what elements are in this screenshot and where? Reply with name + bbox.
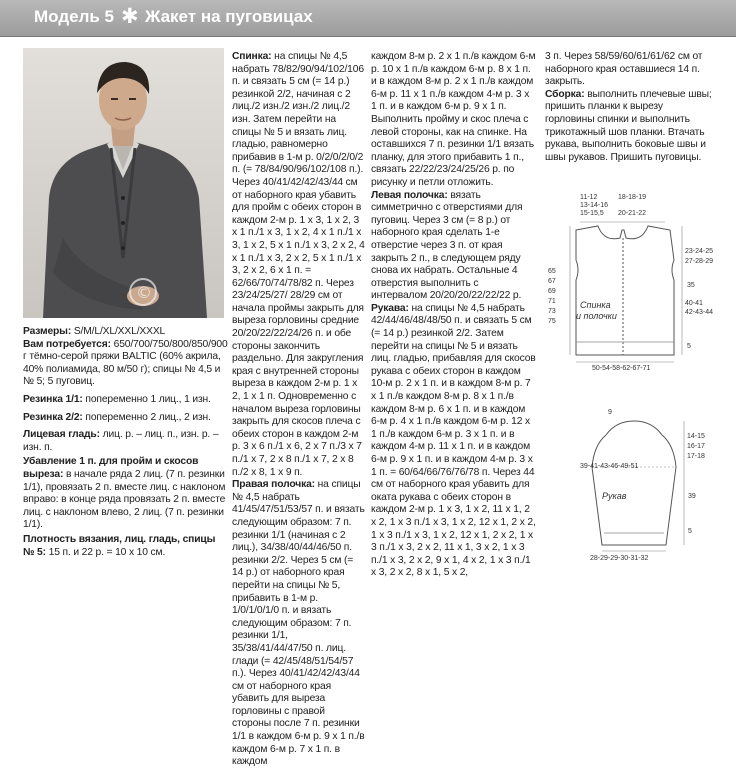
sleeve-paragraph xyxy=(371,303,536,580)
dim-top-2: 18-18-19 xyxy=(618,194,647,201)
dim-left-1: 65 xyxy=(548,268,556,275)
sizes-label: Размеры: xyxy=(23,326,72,337)
dim-right-5: 42-43-44 xyxy=(685,309,714,316)
dim-left-4: 71 xyxy=(548,298,556,305)
dim-bottom: 50-54-58-62-67-71 xyxy=(592,365,651,372)
back-text: на спицы № 4,5 набрать 78/82/90/94/102/106 п. и связать 5 см (= 14 р.) резинкой 2/2, начиная с 2 лиц./2 изн./2 изн./2 лиц./2 изн. Затем перейти на спицы № 5 и вязать лиц. гладью, равномерно прибавив в 1-м р. 0/2/0/2/0/2 п. (= 78/84/90/96/102/108 п.). Через 40/41/42/42/43/44 см от наборного края убавить для пройм с обеих сторон в каждом 2-м р. 1 х 3, 1 х 2, 3 х 1 п./1 х 3, 1 х 2, 4 х 1 п./1 х 3, 1 х 2, 5 х 1 п./1 х 3, 2 х 2, 4 х 1 п./1 х 3, 2 х 2, 5 х 1 п./1 х 3, 2 х 2, 6 х 1 п. = 62/66/70/74/78/82 п. Через 23/24/25/27/ 28/29 см от начала проймы закрыть для выреза горловины средние 20/20/22/22/24/26 п. и обе стороны закончить раздельно. Для закругления края с внутренней стороны выреза в каждом 2-м р. 1 х 2, 1 х 1 п. Одновременно с началом выреза горловины закрыть для скосов плеча с обеих сторон в каждом 2-м р. 3 х 6 п./1 х 6, 2 х 7 п./3 х 7 п./1 х 7, 2 х 8 п./1 х 7, 2 х 8 п./2 х 8, 1 х 9 п. xyxy=(232,51,365,478)
gauge-paragraph xyxy=(23,534,228,559)
sizes-paragraph xyxy=(23,326,228,339)
right-front-label: Правая полочка: xyxy=(232,479,315,491)
model-number: Модель 5 xyxy=(34,7,114,26)
rib11-text: попеременно 1 лиц., 1 изн. xyxy=(82,393,211,405)
rib22-label: Резинка 2/2: xyxy=(23,411,83,423)
assembly-label: Сборка: xyxy=(545,88,585,100)
left-front-text: вязать симметрично с отверстиями для пуговиц. Через 3 см (= 8 р.) от наборного края сделать 1-е отверстие через 3 п. от края закрыть 2 п., в следующем ряду снова их набрать. Остальные 4 отверстия выполнить с интервалом 20/20/20/22/22/22 р. xyxy=(371,189,523,302)
rib11-paragraph xyxy=(23,394,228,407)
right-front-continued: каждом 8-м р. 2 х 1 п./в каждом 6-м р. 10 х 1 п./в каждом 6-м р. 8 х 1 п. и в каждом 8-м р. 2 х 1 п./в каждом 6-м р. 11 х 1 п./в каждом 4-м р. 3 х 1 п. и в каждом 6-м р. 9 х 1 п. Выполнить пройму и скос плеча с левой стороны, как на спинке. На оставшихся 7 п. резинки 1/1 вязать планку, для этого прибавить 1 п., связать 22/22/23/24/25/26 р. по рисунку и петли отложить. xyxy=(371,51,536,188)
back-paragraph xyxy=(232,51,365,479)
right-front-paragraph xyxy=(232,479,365,769)
header-bar xyxy=(0,0,736,37)
sleeve-dim-width: 39-41-43-46-49-51 xyxy=(580,463,639,470)
sleeve-label: Рукава: xyxy=(371,302,409,314)
assembly-text: выполнить плечевые швы; пришить планки к вырезу горловины спинки и выполнить трикотажный шов планки. Втачать рукава, выполнить боковые швы и швы рукавов. Пришить пуговицы. xyxy=(545,88,712,163)
sleeve-pattern-outline xyxy=(560,405,730,575)
sleeve-dim-top: 9 xyxy=(608,409,612,416)
dim-right-4: 40-41 xyxy=(685,300,703,307)
dim-left-2: 67 xyxy=(548,278,556,285)
column-assembly xyxy=(545,51,715,164)
label-sleeve: Рукав xyxy=(602,491,627,501)
dim-left-6: 75 xyxy=(548,318,556,325)
dim-top-4: 15-15,5 xyxy=(580,210,604,217)
model-photo xyxy=(23,48,224,318)
sleeve-schematic xyxy=(560,405,730,575)
watermark: © xyxy=(136,283,152,302)
label-fronts: и полочки xyxy=(576,311,617,321)
sleeve-continued: 3 п. Через 58/59/60/61/61/62 см от наборного края оставшиеся 14 п. закрыть. xyxy=(545,51,703,88)
sizes-text: S/M/L/XL/XXL/XXXL xyxy=(71,326,166,337)
sleeve-dim-right-1: 14-15 xyxy=(687,433,705,440)
right-front-text: на спицы № 4,5 набрать 41/45/47/51/53/57 п. и вязать следующим образом: 7 п. резинки 1/1 (начиная с 2 лиц.), 34/38/40/44/46/50 п. резинки 2/2. Через 5 см (= 14 р.) от наборного края перейти на спицы № 5, прибавить в 1-м р. 1/0/1/0/1/0 п. и вязать следующим образом: 7 п. резинки 1/1, 35/38/41/44/47/50 п. лиц. глади (= 42/45/48/51/54/57 п.). Через 40/41/42/42/43/44 см от наборного края убавить для выреза горловины с правой стороны после 7 п. резинки 1/1 в каждом 6-м р. 9 х 1 п./в каждом 6-м р. 7 х 1 п. в каждом xyxy=(232,479,365,768)
dim-left-5: 73 xyxy=(548,308,556,315)
stst-label: Лицевая гладь: xyxy=(23,429,100,441)
dim-left-3: 69 xyxy=(548,288,556,295)
dim-right-6: 5 xyxy=(687,343,691,350)
need-text: 650/700/750/800/850/900 г тёмно-серой пряжи BALTIC (60% акрила, 40% полиамида, 80 м/50 г); спицы № 4,5 и № 5; 5 пуговиц. xyxy=(23,338,228,388)
sleeve-dim-right-3: 17-18 xyxy=(687,453,705,460)
assembly-paragraph xyxy=(545,89,715,165)
stst-text: лиц. р. – лиц. п., изн. р. – изн. п. xyxy=(23,429,219,453)
body-schematic xyxy=(540,190,720,375)
decrease-text: в начале ряда 2 лиц. (7 п. резинки 1/1), провязать 2 п. вместе лиц. с наклоном вправо: в конце ряда провязать 2 п. вместе лиц. с наклоном влево, 2 лиц. (7 п. резинки 1/1). xyxy=(23,468,226,531)
rib22-paragraph xyxy=(23,412,228,425)
dim-right-3: 35 xyxy=(687,282,695,289)
decrease-paragraph xyxy=(23,456,228,532)
gauge-text: 15 п. и 22 р. = 10 х 10 см. xyxy=(45,546,166,558)
column-left-front-sleeves xyxy=(371,51,536,580)
column-materials xyxy=(23,326,228,559)
dim-top-1: 11-12 xyxy=(580,194,598,201)
label-back: Спинка xyxy=(580,300,611,310)
left-front-paragraph xyxy=(371,190,536,303)
sleeve-dim-right-5: 5 xyxy=(688,528,692,535)
rib22-text: попеременно 2 лиц., 2 изн. xyxy=(82,411,211,423)
dim-right-1: 23-24-25 xyxy=(685,248,714,255)
left-front-label: Левая полочка: xyxy=(371,189,448,201)
need-label: Вам потребуется: xyxy=(23,338,111,350)
need-paragraph xyxy=(23,339,228,389)
man-in-cardigan-image xyxy=(23,48,224,318)
back-label: Спинка: xyxy=(232,51,272,62)
rib11-label: Резинка 1/1: xyxy=(23,393,83,405)
stst-paragraph xyxy=(23,429,228,454)
column-back-front xyxy=(232,51,365,769)
sleeve-dim-bottom: 28-29-29-30-31-32 xyxy=(590,555,649,562)
dim-top-3: 13-14-16 xyxy=(580,202,609,209)
sleeve-text: на спицы № 4,5 набрать 42/44/46/48/48/50 п. и связать 5 см (= 14 р.) резинкой 2/2. Затем перейти на спицы № 5 и вязать лиц. гладью, прибавляя для скосов рукава с обеих сторон в каждом 10-м р. 2 х 1 п. и в каждом 8-м р. 7 х 1 п./в каждом 8-м р. 8 х 1 п./в каждом 8-м р. 6 х 1 п. и в каждом 6-м р. 4 х 1 п./в каждом 6-м р. 12 х 1 п./в каждом 6-м р. 3 х 1 п. и в каждом 4-м р. 11 х 1 п. и в каждом 6-м р. 9 х 1 п. и в каждом 4-м р. 3 х 1 п. = 60/64/66/76/76/78 п. Через 44 см от наборного края убавить для оката рукава с обеих сторон в каждом 2-м р. 1 х 3, 1 х 2, 11 х 1, 2 х 2, 1 х 3 п./1 х 3, 1 х 2, 12 х 1, 2 х 2, 1 х 3 п./1 х 3, 1 х 2, 12 х 1, 2 х 2, 1 х 3 п./1 х 3, 2 х 2, 11 х 1, 3 х 2, 1 х 3 п./1 х 3, 2 х 2, 9 х 1, 4 х 2, 1 х 3 п./1 х 3, 2 х 2, 8 х 1, 5 х 2, xyxy=(371,302,536,579)
sleeve-dim-right-2: 16-17 xyxy=(687,443,705,450)
decrease-label: Убавление 1 п. для пройм и скосов выреза: xyxy=(23,456,199,480)
dim-right-2: 27-28-29 xyxy=(685,258,714,265)
star-icon: ✱ xyxy=(121,4,139,28)
page-title: Жакет на пуговицах xyxy=(145,7,313,26)
sleeve-dim-right-4: 39 xyxy=(688,493,696,500)
gauge-label: Плотность вязания, лиц. гладь, спицы № 5: xyxy=(23,533,216,558)
dim-top-5: 20-21-22 xyxy=(618,210,647,217)
